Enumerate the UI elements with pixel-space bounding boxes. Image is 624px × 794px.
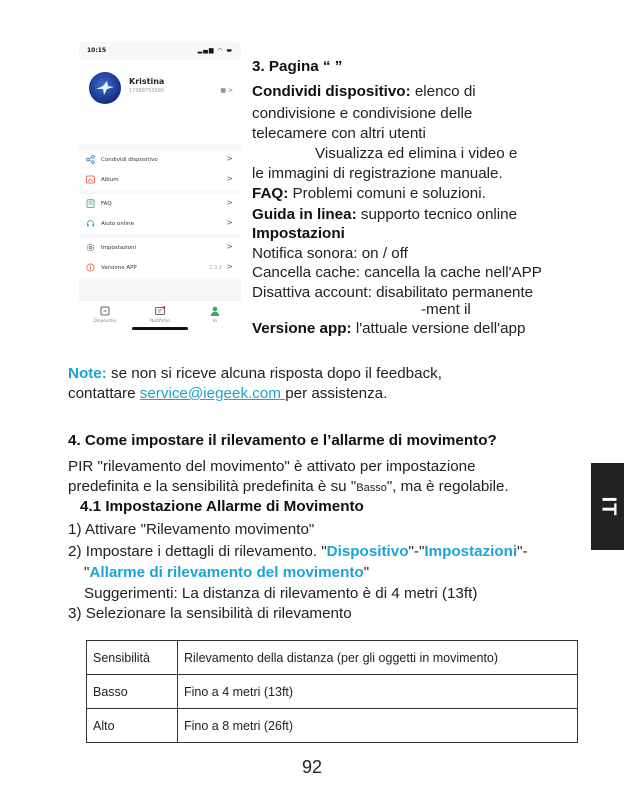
settings-line-4: -ment il xyxy=(421,301,471,318)
note-text: per assistenza. xyxy=(285,385,388,402)
tab-label: Dispositivi xyxy=(93,319,117,324)
step-text: " xyxy=(363,564,370,581)
path-allarme: Allarme di rilevamento del movimento xyxy=(89,564,364,581)
app-screenshot xyxy=(79,42,241,334)
default-sensitivity: Basso xyxy=(356,482,387,494)
settings-line-2: Cancella cache: cancella la cache nell'APP xyxy=(252,264,542,281)
language-code: IT xyxy=(597,496,619,517)
table-cell: Alto xyxy=(87,709,178,743)
share-line-3: telecamere con altri utenti xyxy=(252,125,426,142)
table-row xyxy=(87,675,578,709)
chevron-right-icon: > xyxy=(226,174,233,183)
step-1: 1) Attivare "Rilevamento movimento" xyxy=(68,521,315,538)
app-version-value: 2.3.2 xyxy=(209,265,222,271)
menu-group-sharing xyxy=(79,150,241,190)
qr-code-icon[interactable]: ▦ > xyxy=(220,87,233,94)
note-text: se non si riceve alcuna risposta dopo il feedback, xyxy=(106,365,442,382)
note-line-2 xyxy=(68,385,387,402)
user-name: Kristina xyxy=(129,77,165,86)
settings-label: Impostazioni xyxy=(252,225,345,242)
user-id: 17388753590 xyxy=(129,88,164,94)
table-header-row xyxy=(87,641,578,675)
menu-group-help xyxy=(79,194,241,234)
version-line xyxy=(252,320,525,337)
table-cell: Fino a 4 metri (13ft) xyxy=(178,675,578,709)
album-line-1: Visualizza ed elimina i video e xyxy=(315,145,518,162)
guide-label: Guida in linea: xyxy=(252,206,357,223)
intro-text: predefinita e la sensibilità predefinita è su " xyxy=(68,478,357,495)
menu-item-impostazioni[interactable] xyxy=(79,238,241,258)
tab-io[interactable] xyxy=(195,305,235,324)
menu-group-settings xyxy=(79,238,241,278)
step-3: 3) Selezionare la sensibilità di rilevamento xyxy=(68,605,352,622)
share-icon xyxy=(86,155,95,164)
version-label: Versione app: xyxy=(252,320,352,337)
share-text: elenco di xyxy=(410,83,476,100)
note-line-1 xyxy=(68,365,442,382)
table-header-cell: Sensibilità xyxy=(87,641,178,675)
section3-heading: 3. Pagina “ ” xyxy=(252,58,343,75)
page-number: 92 xyxy=(301,757,323,777)
path-impostazioni: Impostazioni xyxy=(424,543,518,560)
step-2 xyxy=(68,543,528,560)
share-line-2: condivisione e condivisione delle xyxy=(252,105,473,122)
faq-label: FAQ: xyxy=(252,185,289,202)
menu-label: Versione APP xyxy=(101,265,137,271)
subsection-heading: 4.1 Impostazione Allarme di Movimento xyxy=(80,498,364,515)
menu-item-condividi-dispositivo[interactable] xyxy=(79,150,241,170)
user-icon xyxy=(209,305,221,317)
chevron-right-icon: > xyxy=(226,242,233,251)
status-time: 10:15 xyxy=(87,47,107,54)
step-text: " xyxy=(84,564,90,581)
menu-label: Aiuto online xyxy=(101,221,134,227)
step-text: 2) Impostare i dettagli di rilevamento. " xyxy=(68,543,327,560)
menu-label: FAQ xyxy=(101,201,112,207)
menu-item-versione-app[interactable] xyxy=(79,258,241,278)
note-text: contattare xyxy=(68,385,140,402)
table-cell: Basso xyxy=(87,675,178,709)
step-text: "-" xyxy=(408,543,425,560)
menu-label: Album xyxy=(101,177,119,183)
menu-item-album[interactable] xyxy=(79,170,241,190)
tab-dispositivi[interactable] xyxy=(85,305,125,324)
sensitivity-table xyxy=(86,640,578,743)
share-line-1 xyxy=(252,83,476,100)
step-text: "- xyxy=(517,543,528,560)
menu-item-faq[interactable] xyxy=(79,194,241,214)
status-icons: ▂▄▆ ◠ ▬ xyxy=(197,47,233,54)
faq-text: Problemi comuni e soluzioni. xyxy=(288,185,486,202)
section4-heading: 4. Come impostare il rilevamento e l’allarme di movimento? xyxy=(68,432,497,449)
album-icon xyxy=(86,175,95,184)
version-text: l'attuale versione dell'app xyxy=(351,320,526,337)
table-row xyxy=(87,709,578,743)
info-icon xyxy=(86,263,95,272)
table-header-cell: Rilevamento della distanza (per gli oggetti in movimento) xyxy=(178,641,578,675)
album-line-2: le immagini di registrazione manuale. xyxy=(252,165,503,182)
tab-label: Notifiche xyxy=(149,319,171,324)
table-cell: Fino a 8 metri (26ft) xyxy=(178,709,578,743)
chevron-right-icon: > xyxy=(226,154,233,163)
message-icon xyxy=(154,305,166,317)
guide-line xyxy=(252,206,517,223)
avatar xyxy=(89,72,121,104)
profile-card[interactable] xyxy=(79,60,241,144)
headset-icon xyxy=(86,219,95,228)
intro-line-2 xyxy=(68,478,509,495)
chevron-right-icon: > xyxy=(226,198,233,207)
tip: Suggerimenti: La distanza di rilevamento è di 4 metri (13ft) xyxy=(84,585,478,602)
language-side-tab xyxy=(591,463,624,550)
status-bar xyxy=(87,47,233,54)
path-dispositivo: Dispositivo xyxy=(326,543,409,560)
step-2-continued xyxy=(84,564,369,581)
menu-label: Impostazioni xyxy=(101,245,137,251)
faq-icon xyxy=(86,199,95,208)
bird-icon xyxy=(95,80,115,96)
bottom-tab-bar xyxy=(79,300,241,334)
support-email-link[interactable]: service@iegeek.com xyxy=(139,385,286,402)
tab-label: Io xyxy=(212,319,218,324)
faq-line xyxy=(252,185,486,202)
menu-label: Condividi dispositivo xyxy=(101,157,158,163)
chevron-right-icon: > xyxy=(226,218,233,227)
intro-text: ", ma è regolabile. xyxy=(386,478,509,495)
menu-item-aiuto-online[interactable] xyxy=(79,214,241,234)
gear-icon xyxy=(86,243,95,252)
note-label: Note: xyxy=(68,365,107,382)
tab-notifiche[interactable] xyxy=(140,305,180,324)
settings-line-3: Disattiva account: disabilitato permanente xyxy=(252,284,534,301)
intro-line-1: PIR "rilevamento del movimento" è attivato per impostazione xyxy=(68,458,476,475)
chevron-right-icon: > xyxy=(226,262,233,271)
home-indicator xyxy=(132,327,188,330)
settings-line-1: Notifica sonora: on / off xyxy=(252,245,408,262)
device-icon xyxy=(99,305,111,317)
share-label: Condividi dispositivo: xyxy=(252,83,411,100)
guide-text: supporto tecnico online xyxy=(356,206,518,223)
